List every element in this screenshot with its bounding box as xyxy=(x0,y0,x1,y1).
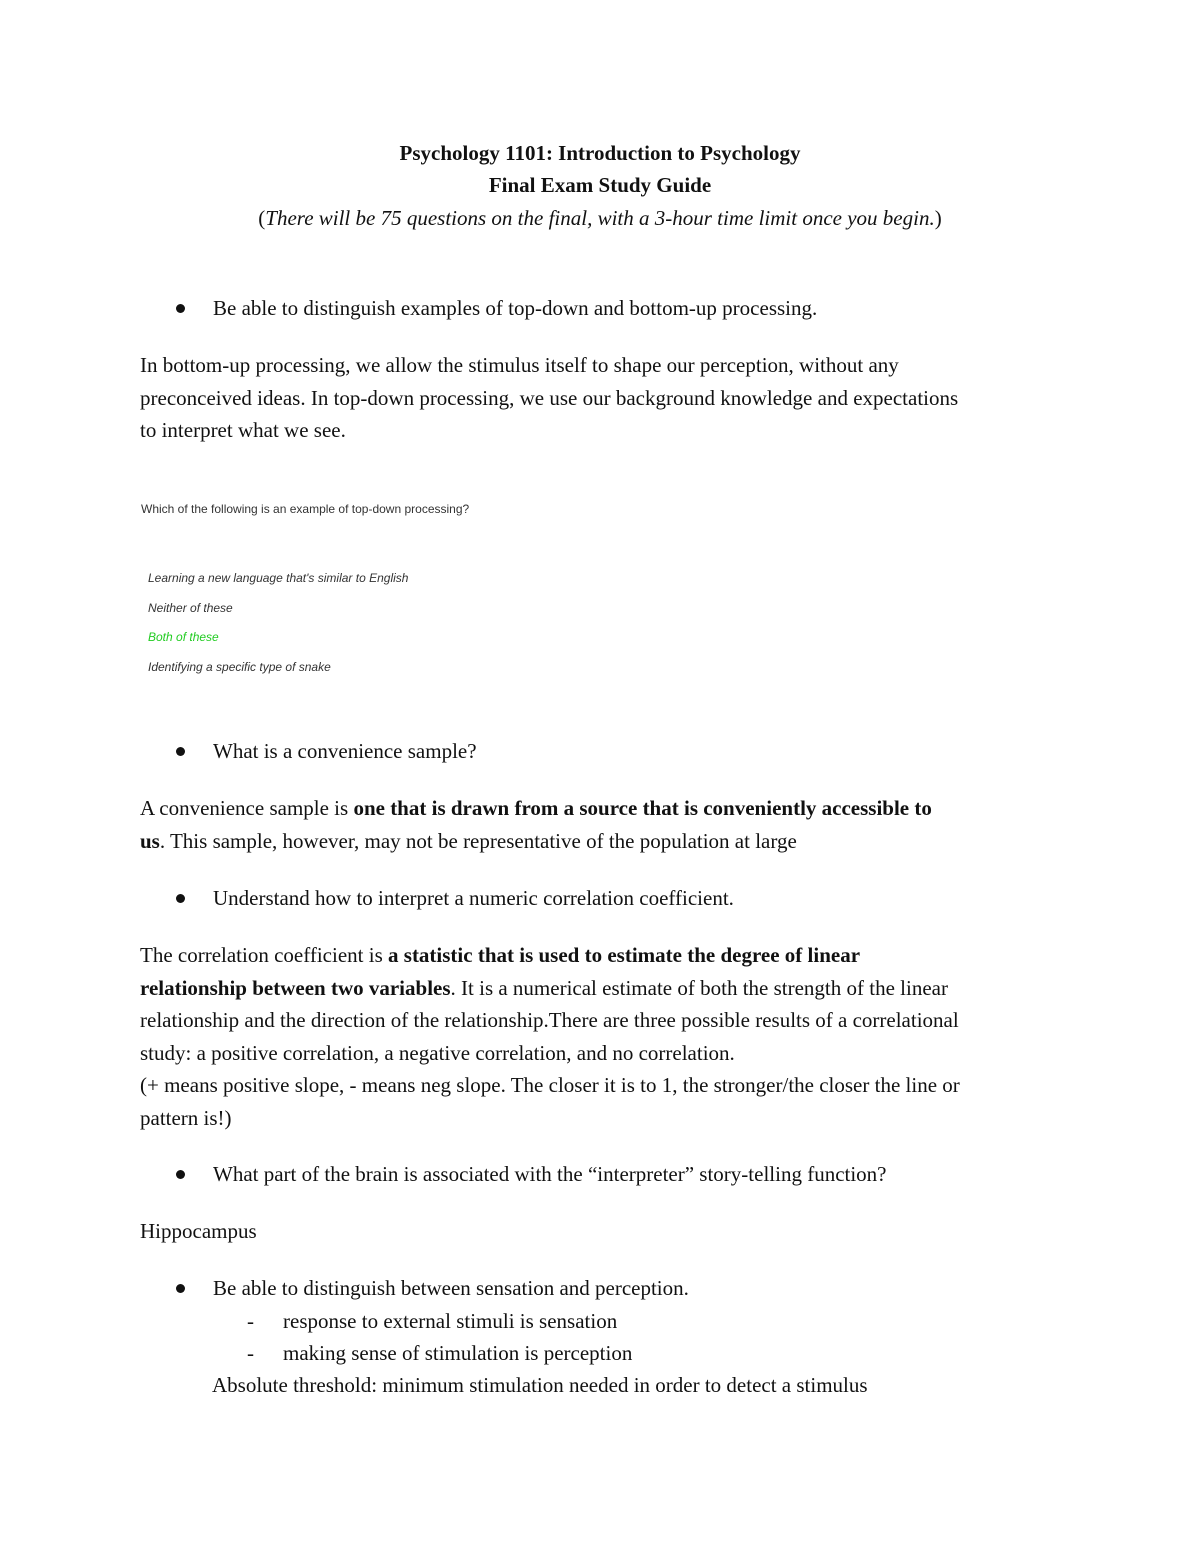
note-close-paren: ) xyxy=(934,206,942,230)
exam-note xyxy=(0,206,1200,231)
dash-marker: - xyxy=(247,1309,254,1333)
paragraph-line: relationship and the direction of the relationship.There are three possible results of a correlational xyxy=(140,1008,959,1032)
bullet-dot-icon xyxy=(176,1170,185,1179)
bullet-text: Be able to distinguish between sensation and perception. xyxy=(213,1276,689,1300)
paragraph-line xyxy=(140,792,932,825)
bullet-dot-icon xyxy=(176,894,185,903)
text-run: A convenience sample is xyxy=(140,796,354,820)
dash-marker: - xyxy=(247,1341,254,1365)
paragraph-line: preconceived ideas. In top-down processing, we use our background knowledge and expectations xyxy=(140,386,959,410)
bold-text-run: a statistic that is used to estimate the degree of linear xyxy=(388,943,861,967)
sub-item-text: making sense of stimulation is perception xyxy=(283,1341,633,1365)
absolute-threshold-text: Absolute threshold: minimum stimulation needed in order to detect a stimulus xyxy=(212,1373,868,1397)
note-open-paren: ( xyxy=(258,206,266,230)
bullet-dot-icon xyxy=(176,747,185,756)
text-run: . This sample, however, may not be representative of the population at large xyxy=(159,829,797,853)
quiz-option-correct: Both of these xyxy=(148,630,219,644)
answer-text: Hippocampus xyxy=(140,1219,257,1243)
doc-title: Psychology 1101: Introduction to Psychology xyxy=(399,141,801,165)
bold-text-run: us xyxy=(140,829,160,853)
bullet-dot-icon xyxy=(176,1284,185,1293)
bullet-text: Understand how to interpret a numeric correlation coefficient. xyxy=(213,886,734,910)
quiz-option: Learning a new language that's similar to English xyxy=(148,571,409,585)
bullet-text: What part of the brain is associated with the “interpreter” story-telling function? xyxy=(213,1162,887,1186)
paragraph-line xyxy=(140,939,860,972)
exam-note-text: There will be 75 questions on the final, with a 3-hour time limit once you begin. xyxy=(265,206,935,230)
quiz-option: Neither of these xyxy=(148,601,233,615)
bullet-item-processing xyxy=(176,296,817,321)
bold-text-run: relationship between two variables xyxy=(140,976,451,1000)
bullet-item-correlation xyxy=(176,886,734,911)
paragraph-line: study: a positive correlation, a negative correlation, and no correlation. xyxy=(140,1041,735,1065)
text-run: . It is a numerical estimate of both the strength of the linear xyxy=(450,976,948,1000)
paragraph-line: pattern is!) xyxy=(140,1106,232,1130)
paragraph-line: (+ means positive slope, - means neg slope. The closer it is to 1, the stronger/the closer the line or xyxy=(140,1073,960,1097)
bullet-item-convenience xyxy=(176,739,477,764)
paragraph-line: In bottom-up processing, we allow the stimulus itself to shape our perception, without any xyxy=(140,353,899,377)
bullet-dot-icon xyxy=(176,304,185,313)
paragraph-line xyxy=(140,825,797,858)
bold-text-run: one that is drawn from a source that is conveniently accessible to xyxy=(353,796,932,820)
doc-subtitle: Final Exam Study Guide xyxy=(488,173,712,197)
bullet-text: What is a convenience sample? xyxy=(213,739,477,763)
sub-item-text: response to external stimuli is sensation xyxy=(283,1309,618,1333)
bullet-text: Be able to distinguish examples of top-down and bottom-up processing. xyxy=(213,296,818,320)
bullet-item-interpreter xyxy=(176,1162,887,1187)
text-run: The correlation coefficient is xyxy=(140,943,389,967)
quiz-option: Identifying a specific type of snake xyxy=(148,660,331,674)
paragraph-line xyxy=(140,972,948,1005)
quiz-question: Which of the following is an example of top-down processing? xyxy=(141,502,470,516)
paragraph-line: to interpret what we see. xyxy=(140,418,346,442)
bullet-item-sensation xyxy=(176,1276,689,1301)
